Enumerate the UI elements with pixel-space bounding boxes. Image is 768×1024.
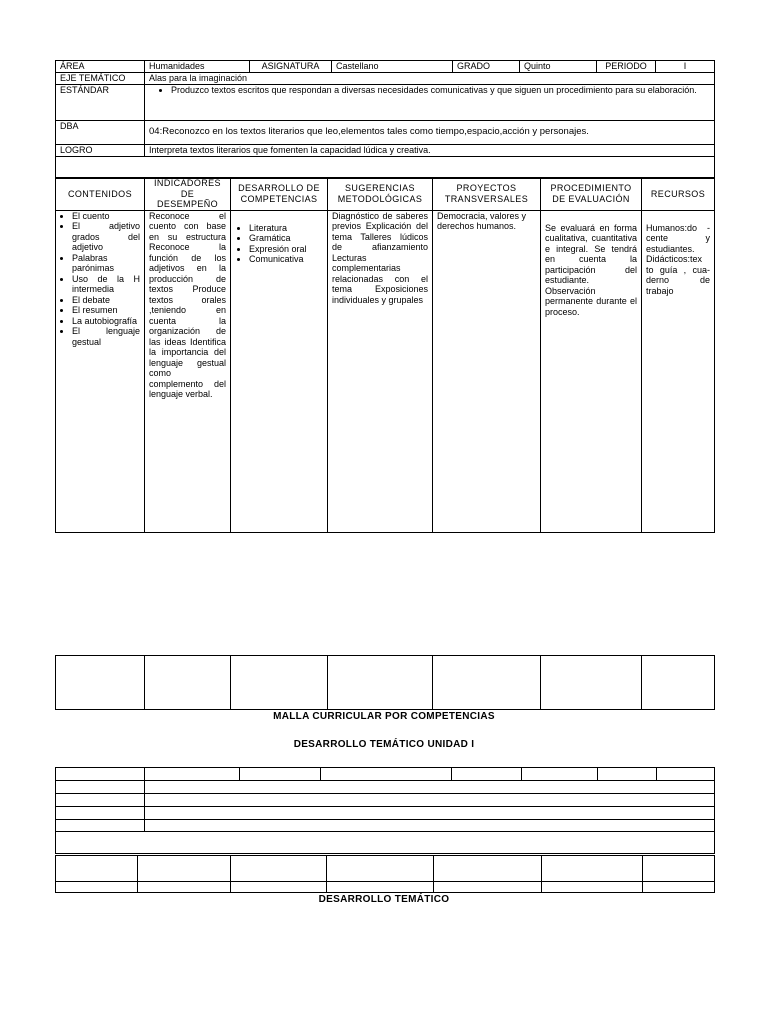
sugerencias-cell: Diagnóstico de saberes previos Explicación del tema Talleres lúdicos de afianzamiento Lecturas complementarias relacionadas con el tema Exposiciones individuales y grupales <box>328 210 433 532</box>
curriculum-content-table <box>55 177 715 533</box>
empty-cell <box>56 781 145 794</box>
empty-cell <box>231 856 327 882</box>
col-competencias: DESARROLLO DE COMPETENCIAS <box>231 178 328 211</box>
contenido-item: • La autobiografía <box>72 316 140 327</box>
periodo-label: PERIODO <box>597 61 656 73</box>
grado-label: GRADO <box>453 61 520 73</box>
contenido-item: • El adjetivo grados del adjetivo <box>72 221 140 253</box>
empty-cell <box>542 856 643 882</box>
contenido-item: • El resumen <box>72 305 140 316</box>
col-recursos: RECURSOS <box>642 178 715 211</box>
evaluacion-cell: Se evaluará en forma cualitativa, cuantitativa e integral. Se tendrá en cuenta la participación del estudiante. Observación permanente durante el proceso. <box>541 210 642 532</box>
contenido-item: • Palabras parónimas <box>72 253 140 274</box>
contenidos-cell <box>56 210 145 532</box>
empty-cell <box>434 882 542 893</box>
proyectos-cell: Democracia, valores y derechos humanos. <box>433 210 541 532</box>
empty-cell <box>328 656 433 710</box>
empty-cell <box>56 832 715 854</box>
competencia-item: • Literatura <box>249 223 323 234</box>
estandar-cell <box>145 85 715 121</box>
empty-cell <box>56 794 145 807</box>
empty-cell <box>56 820 145 832</box>
empty-cell <box>541 656 642 710</box>
empty-cell <box>145 656 231 710</box>
empty-cell <box>145 781 715 794</box>
empty-template-content-table <box>55 855 715 893</box>
empty-cell <box>327 856 434 882</box>
malla-caption: MALLA CURRICULAR POR COMPETENCIAS <box>273 711 495 722</box>
empty-cell <box>145 768 240 781</box>
empty-cell <box>598 768 657 781</box>
empty-cell <box>433 656 541 710</box>
asignatura-value: Castellano <box>332 61 453 73</box>
eje-value: Alas para la imaginación <box>145 73 715 85</box>
contenido-item: • El lenguaje gestual <box>72 326 140 347</box>
empty-cell <box>643 856 715 882</box>
competencia-item: • Expresión oral <box>249 244 323 255</box>
competencias-cell <box>231 210 328 532</box>
desarrollo-caption: DESARROLLO TEMÁTICO <box>318 894 450 905</box>
empty-cell <box>56 807 145 820</box>
area-value: Humanidades <box>145 61 250 73</box>
empty-cell <box>145 807 715 820</box>
empty-cell <box>138 882 231 893</box>
empty-cell <box>657 768 715 781</box>
empty-cell <box>522 768 598 781</box>
desarrollo-unidad-caption: DESARROLLO TEMÁTICO UNIDAD I <box>293 739 475 750</box>
asignatura-label: ASIGNATURA <box>250 61 332 73</box>
empty-row-table <box>55 655 715 710</box>
logro-label: LOGRO <box>56 145 145 157</box>
empty-cell <box>231 882 327 893</box>
col-evaluacion: PROCEDIMIENTO DE EVALUACIÓN <box>541 178 642 211</box>
empty-cell <box>321 768 452 781</box>
col-indicadores: INDICADORES DE DESEMPEÑO <box>145 178 231 211</box>
competencia-item: • Gramática <box>249 233 323 244</box>
empty-template-header-table <box>55 767 715 854</box>
empty-cell <box>138 856 231 882</box>
empty-cell <box>643 882 715 893</box>
eje-label: EJE TEMÁTICO <box>56 73 145 85</box>
empty-cell <box>145 820 715 832</box>
indicadores-cell: Reconoce el cuento con base en su estructura Reconoce la función de los adjetivos en la producción de textos Produce textos orales ,teniendo en cuenta la organización de las ideas Identifica la importancia del lenguaje gestual como complemento del lenguaje verbal. <box>145 210 231 532</box>
empty-cell <box>56 856 138 882</box>
empty-cell <box>231 656 328 710</box>
estandar-value: • Produzco textos escritos que respondan a diversas necesidades comunicativas y que siguen un procedimiento para su elaboración. <box>171 85 710 96</box>
col-sugerencias: SUGERENCIAS METODOLÓGICAS <box>328 178 433 211</box>
empty-cell <box>452 768 522 781</box>
area-label: ÁREA <box>56 61 145 73</box>
empty-cell <box>145 794 715 807</box>
periodo-value: I <box>656 61 715 73</box>
competencia-item: • Comunicativa <box>249 254 323 265</box>
dba-label: DBA <box>56 121 145 145</box>
empty-cell <box>56 768 145 781</box>
contenido-item: • Uso de la H intermedia <box>72 274 140 295</box>
col-proyectos: PROYECTOS TRANSVERSALES <box>433 178 541 211</box>
empty-cell <box>434 856 542 882</box>
col-contenidos: CONTENIDOS <box>56 178 145 211</box>
blank-row <box>56 157 715 179</box>
empty-cell <box>642 656 715 710</box>
empty-cell <box>56 656 145 710</box>
recursos-cell: Humanos:do - cente y estudiantes. Didácticos:tex to guía , cua- derno de trabajo <box>642 210 715 532</box>
curriculum-header-table <box>55 60 715 179</box>
empty-cell <box>542 882 643 893</box>
logro-value: Interpreta textos literarios que fomenten la capacidad lúdica y creativa. <box>145 145 715 157</box>
estandar-label: ESTÁNDAR <box>56 85 145 121</box>
dba-value: 04:Reconozco en los textos literarios que leo,elementos tales como tiempo,espacio,acción y personajes. <box>145 121 715 145</box>
grado-value: Quinto <box>520 61 597 73</box>
empty-cell <box>240 768 321 781</box>
empty-cell <box>56 882 138 893</box>
contenido-item: • El cuento <box>72 211 140 222</box>
contenido-item: • El debate <box>72 295 140 306</box>
empty-cell <box>327 882 434 893</box>
